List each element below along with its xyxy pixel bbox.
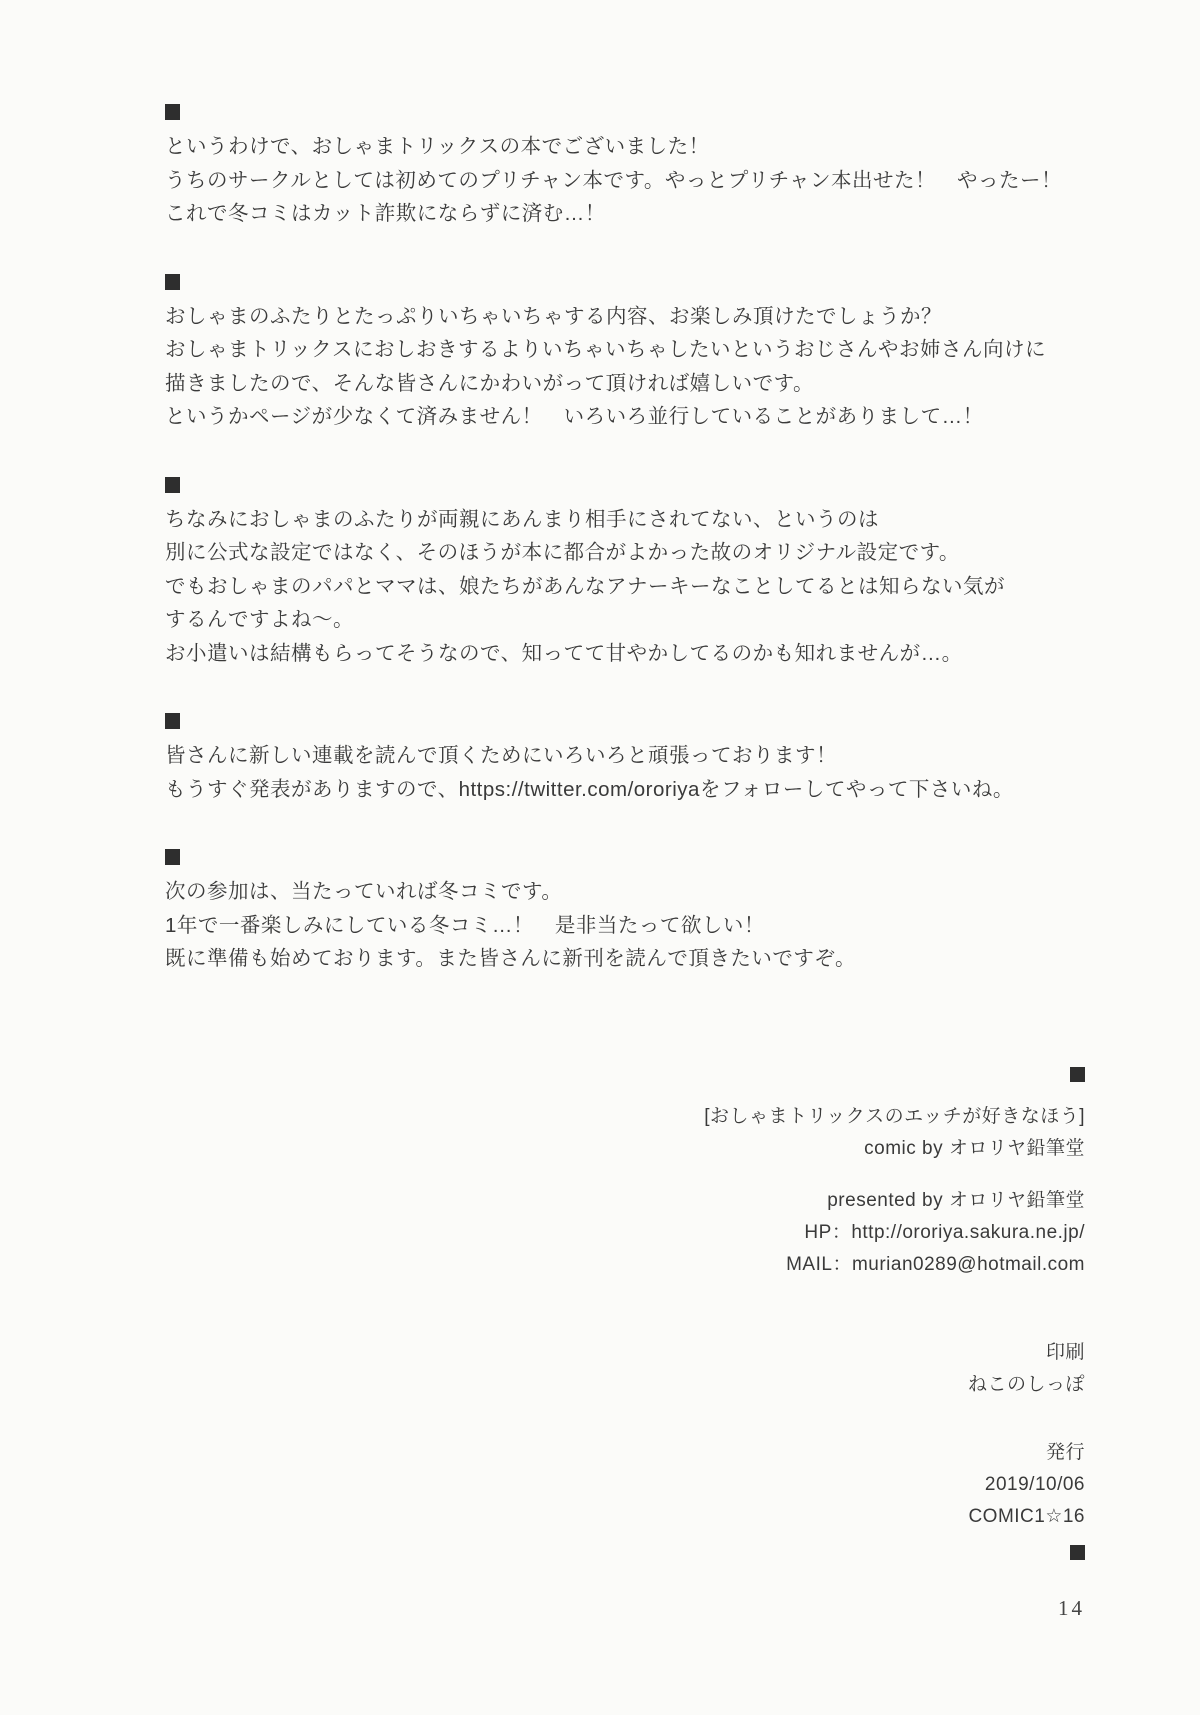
afterword-text-line: ちなみにおしゃまのふたりが両親にあんまり相手にされてない、というのは xyxy=(165,507,879,531)
square-bullet-icon xyxy=(165,713,180,729)
square-bullet-icon xyxy=(1070,1067,1085,1082)
afterword-section-3 xyxy=(165,477,1065,671)
spacer xyxy=(704,1281,1085,1337)
square-bullet-icon xyxy=(1070,1545,1085,1560)
afterword-section-2 xyxy=(165,274,1065,434)
afterword-section-1 xyxy=(165,104,1065,231)
afterword-text-line: 別に公式な設定ではなく、そのほうが本に都合がよかった故のオリジナル設定です。 xyxy=(165,541,960,564)
square-bullet-icon xyxy=(165,477,180,493)
afterword-text-line: するんですよね〜。 xyxy=(165,608,354,631)
afterword-body xyxy=(165,104,1065,976)
colophon xyxy=(704,1067,1085,1579)
presented-by-credit: presented by オロリヤ鉛筆堂 xyxy=(827,1190,1085,1211)
afterword-section-4 xyxy=(165,713,1065,806)
afterword-text-line: 既に準備も始めております。また皆さんに新刊を読んで頂きたいですぞ。 xyxy=(165,947,856,970)
afterword-text-line-with-url: もうすぐ発表がありますので、https://twitter.com/ororiyaをフォローしてやって下さいね。 xyxy=(165,777,1014,801)
publish-date: 2019/10/06 xyxy=(984,1474,1085,1495)
afterword-section-5 xyxy=(165,849,1065,976)
afterword-text-line: おしゃまトリックスにおしおきするよりいちゃいちゃしたいというおじさんやお姉さん向けに xyxy=(165,338,1046,361)
afterword-text-line: 描きましたので、そんな皆さんにかわいがって頂ければ嬉しいです。 xyxy=(165,371,814,395)
spacer xyxy=(704,1401,1085,1437)
square-bullet-icon xyxy=(165,849,180,865)
afterword-text-line: というわけで、おしゃまトリックスの本でございました！ xyxy=(165,135,710,158)
mail-address: MAIL：murian0289@hotmail.com xyxy=(786,1254,1085,1275)
comic-by-credit: comic by オロリヤ鉛筆堂 xyxy=(864,1138,1085,1159)
printer-name: ねこのしっぽ xyxy=(967,1374,1085,1395)
spacer xyxy=(704,1165,1085,1185)
homepage-url: HP：http://ororiya.sakura.ne.jp/ xyxy=(804,1222,1085,1243)
afterword-text-line: というかページが少なくて済みません！ いろいろ並行していることがありまして…！ xyxy=(165,405,984,428)
square-bullet-icon xyxy=(165,274,180,290)
afterword-text-line: これで冬コミはカット詐欺にならずに済む…！ xyxy=(165,202,606,225)
afterword-text-line: おしゃまのふたりとたっぷりいちゃいちゃする内容、お楽しみ頂けたでしょうか？ xyxy=(165,304,942,328)
afterword-text-line: 次の参加は、当たっていれば冬コミです。 xyxy=(165,880,563,903)
publish-label: 発行 xyxy=(1045,1442,1085,1463)
colophon-end-marker xyxy=(704,1545,1085,1579)
page-number: 14 xyxy=(1058,1596,1085,1620)
afterword-text-line: 1年で一番楽しみにしている冬コミ…！ 是非当たって欲しい！ xyxy=(165,913,765,937)
afterword-text-line: でもおしゃまのパパとママは、娘たちがあんなアナーキーなことしてるとは知らない気が xyxy=(165,574,1005,598)
print-label: 印刷 xyxy=(1045,1342,1085,1363)
afterword-text-line: うちのサークルとしては初めてのプリチャン本です。やっとプリチャン本出せた！ やったー！ xyxy=(165,168,1063,192)
event-name: COMIC1☆16 xyxy=(968,1506,1085,1527)
colophon-start-marker xyxy=(704,1067,1085,1101)
square-bullet-icon xyxy=(165,104,180,120)
afterword-text-line: 皆さんに新しい連載を読んで頂くためにいろいろと頑張っております！ xyxy=(165,744,837,767)
afterword-text-line: お小遣いは結構もらってそうなので、知ってて甘やかしてるのかも知れませんが…。 xyxy=(165,641,963,665)
book-title: [おしゃまトリックスのエッチが好きなほう] xyxy=(704,1106,1085,1127)
